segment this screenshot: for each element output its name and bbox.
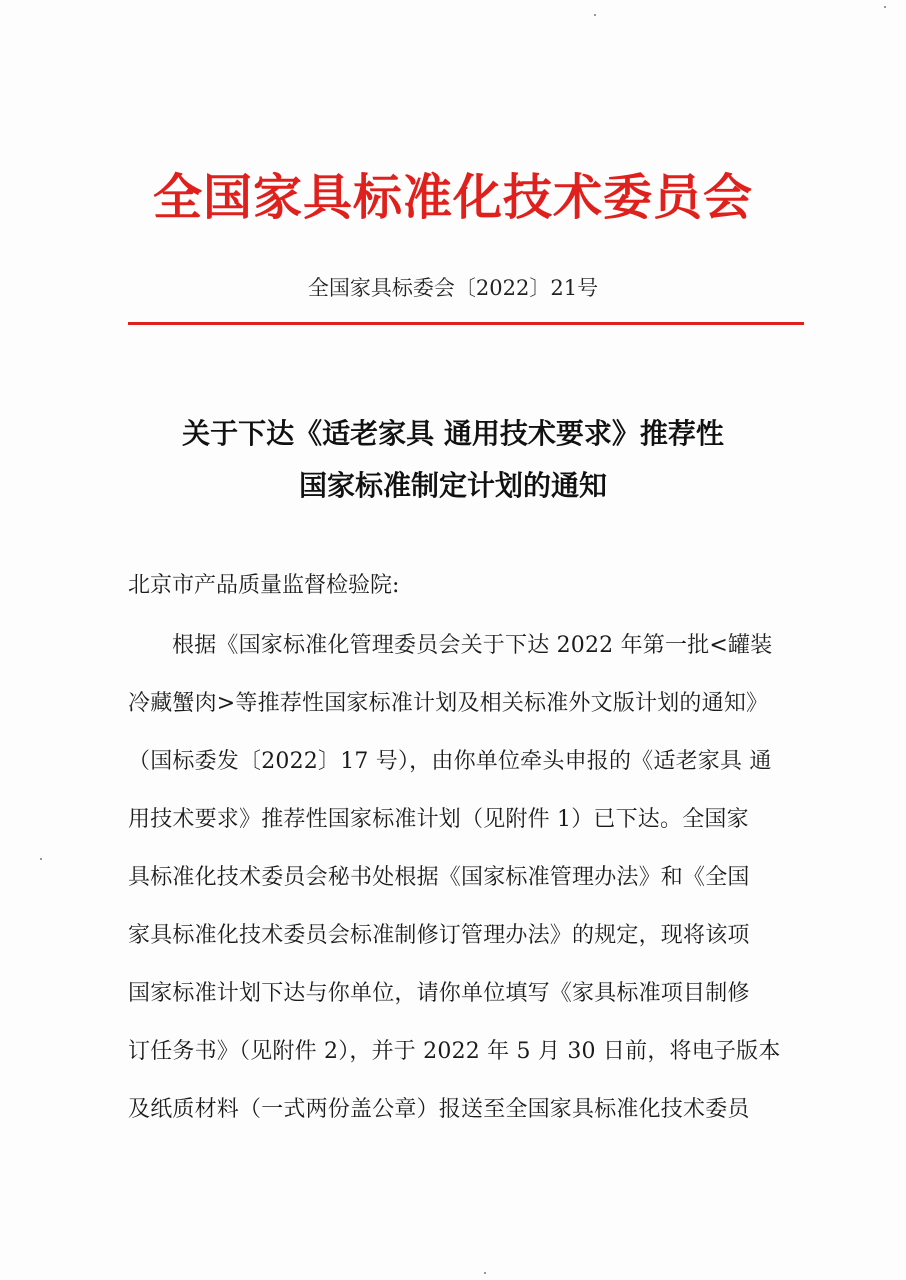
body-line: 国家标准计划下达与你单位，请你单位填写《家具标准项目制修: [128, 981, 750, 1006]
body-text: [128, 624, 818, 1146]
title-line-2: 国家标准制定计划的通知: [298, 469, 607, 502]
red-divider-line: [128, 322, 804, 325]
body-line: 冷藏蟹肉>等推荐性国家标准计划及相关标准外文版计划的通知》: [128, 691, 769, 716]
body-line: 用技术要求》推荐性国家标准计划（见附件 1）已下达。全国家: [128, 807, 749, 832]
paper-speck: [40, 858, 42, 860]
document-title: [0, 408, 906, 512]
salutation: 北京市产品质量监督检验院:: [128, 573, 400, 598]
paper-speck: [884, 6, 886, 8]
body-line: 及纸质材料（一式两份盖公章）报送至全国家具标准化技术委员: [128, 1097, 750, 1122]
paper-speck: [594, 14, 596, 16]
body-line: 订任务书》（见附件 2），并于 2022 年 5 月 30 日前，将电子版本: [128, 1039, 781, 1064]
title-line-1: 关于下达《适老家具 通用技术要求》推荐性: [182, 417, 724, 450]
document-number: 全国家具标委会〔2022〕21号: [307, 276, 599, 300]
paper-speck: [484, 1272, 486, 1274]
body-line: 家具标准化技术委员会标准制修订管理办法》的规定，现将该项: [128, 923, 750, 948]
organization-header: 全国家具标准化技术委员会: [152, 169, 753, 226]
body-line: 具标准化技术委员会秘书处根据《国家标准管理办法》和《全国: [128, 865, 750, 890]
body-line: 根据《国家标准化管理委员会关于下达 2022 年第一批<罐装: [172, 633, 773, 658]
body-line: （国标委发〔2022〕17 号），由你单位牵头申报的《适老家具 通: [128, 749, 772, 774]
